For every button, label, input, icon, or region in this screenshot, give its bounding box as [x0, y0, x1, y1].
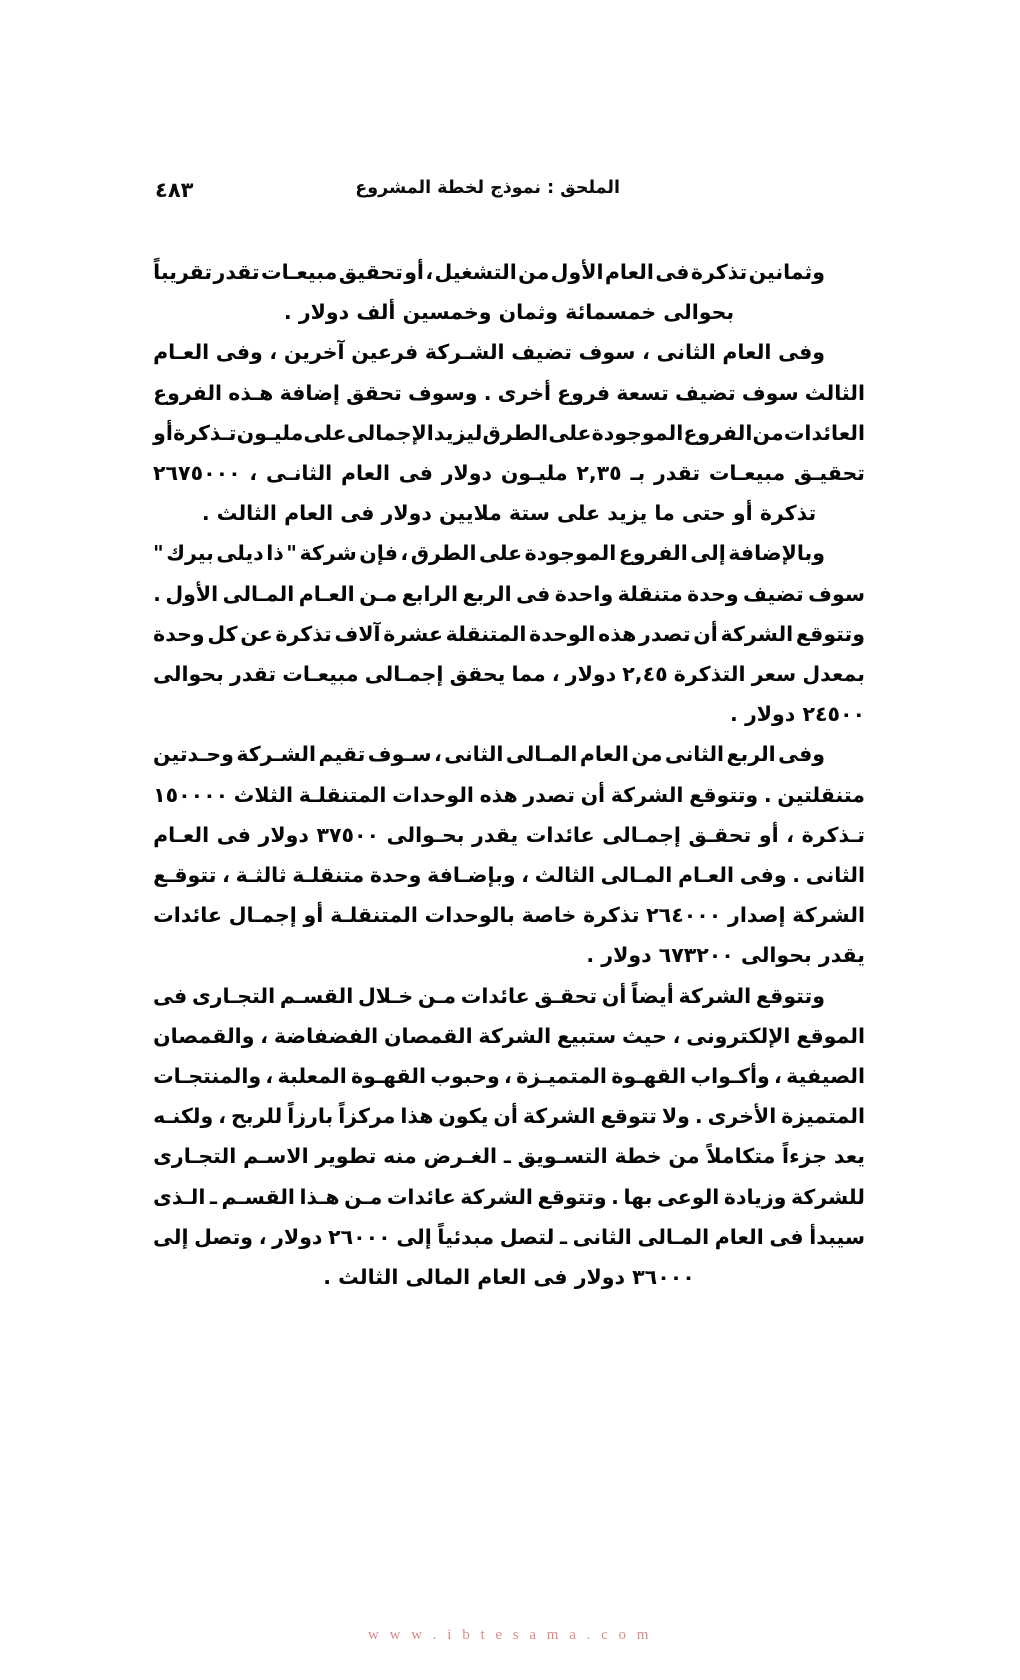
paragraph — [153, 252, 865, 332]
running-head-title: الملحق : نموذج لخطة المشروع — [355, 178, 620, 198]
text-line: متنقلتين . وتتوقع الشركة أن تصدر هذه الوحدات المتنقلـة الثلاث ١٥٠٠٠٠ — [153, 782, 865, 807]
text-line: وتتوقع الشركة أيضاً أن تحقـق عائدات مـن خـلال القسـم التجـارى فى — [153, 983, 825, 1008]
text-line: الثانى . وفى العـام المـالى الثالث ، وبإضـافة وحدة متنقلـة ثالثـة ، تتوقـع — [153, 863, 865, 888]
paragraph — [153, 734, 865, 975]
text-line: ٢٤٥٠٠ دولار . — [730, 702, 865, 727]
page-number: ٤٨٣ — [155, 178, 194, 202]
text-line: تحقيـق مبيعـات تقدر بـ ٢,٣٥ مليـون دولار فى العام الثانـى ، ٢٦٧٥٠٠٠ — [153, 461, 865, 486]
text-line: للشركة وزيادة الوعى بها . وتتوقع الشركة عائدات مـن هـذا القسـم ـ الـذى — [153, 1184, 865, 1209]
text-line: المتميزة الأخرى . ولا تتوقع الشركة أن يكون هذا مركزاً بارزاً للربح ، ولكنـه — [153, 1104, 865, 1129]
paragraph — [153, 533, 865, 734]
text-line: ٣٦٠٠٠ دولار فى العام المالى الثالث . — [323, 1265, 695, 1290]
paragraph — [153, 332, 865, 533]
body-text — [153, 252, 865, 1297]
text-line: وبالإضافة إلى الفروع الموجودة على الطرق ، فإن شركة " ذا ديلى بيرك " — [153, 541, 825, 566]
paragraph — [153, 976, 865, 1298]
text-line: يعد جزءاً متكاملاً من خطة التسـويق ـ الغـرض منه تطوير الاسـم التجـارى — [153, 1144, 865, 1169]
text-line: وفى الربع الثانى من العام المـالى الثانى ، سـوف تقيم الشـركة وحـدتين — [153, 742, 825, 767]
text-line: يقدر بحوالى ٦٧٣٢٠٠ دولار . — [586, 943, 865, 968]
text-line: الثالث سوف تضيف تسعة فروع أخرى . وسوف تحقق إضافة هـذه الفروع — [153, 380, 865, 405]
text-line: سوف تضيف وحدة متنقلة واحدة فى الربع الرابع مـن العـام المـالى الأول . — [153, 581, 865, 606]
text-line: وثمانين تذكرة فى العام الأول من التشغيل ، أو تحقيق مبيعـات تقدر تقريباً — [153, 260, 825, 284]
text-line: بمعدل سعر التذكرة ٢,٤٥ دولار ، مما يحقق إجمـالى مبيعـات تقدر بحوالى — [153, 662, 865, 687]
text-line: الصيفية ، وأكـواب القهـوة المتميـزة ، وحبوب القهـوة المعلبة ، والمنتجـات — [153, 1064, 865, 1089]
text-line: وفى العام الثانى ، سوف تضيف الشـركة فرعين آخرين ، وفى العـام — [153, 340, 825, 365]
running-head — [155, 178, 865, 212]
text-line: تذكرة أو حتى ما يزيد على ستة ملايين دولار فى العام الثالث . — [201, 501, 817, 526]
text-line: تـذكرة ، أو تحقـق إجمـالى عائدات يقدر بحـوالى ٣٧٥٠٠ دولار فى العـام — [153, 822, 865, 847]
text-line: العائدات من الفروع الموجودة على الطرق ليزيد الإجمالى على مليـون تـذكرة أو — [153, 420, 865, 445]
text-line: بحوالى خمسمائة وثمان وخمسين ألف دولار . — [283, 300, 735, 325]
text-line: الموقع الإلكترونى ، حيث ستبيع الشركة القمصان الفضفاضة ، والقمصان — [153, 1023, 865, 1048]
footer-watermark: w w w . i b t e s a m a . c o m — [368, 1627, 652, 1643]
text-line: الشركة إصدار ٢٦٤٠٠٠ تذكرة خاصة بالوحدات المتنقلـة أو إجمـال عائدات — [153, 903, 865, 928]
text-line: وتتوقع الشركة أن تصدر هذه الوحدة المتنقلة عشرة آلاف تذكرة عن كل وحدة — [153, 621, 865, 646]
text-line: سيبدأ فى العام المـالى الثانى ـ لتصل مبدئياً إلى ٢٦٠٠٠ دولار ، وتصل إلى — [153, 1224, 865, 1249]
